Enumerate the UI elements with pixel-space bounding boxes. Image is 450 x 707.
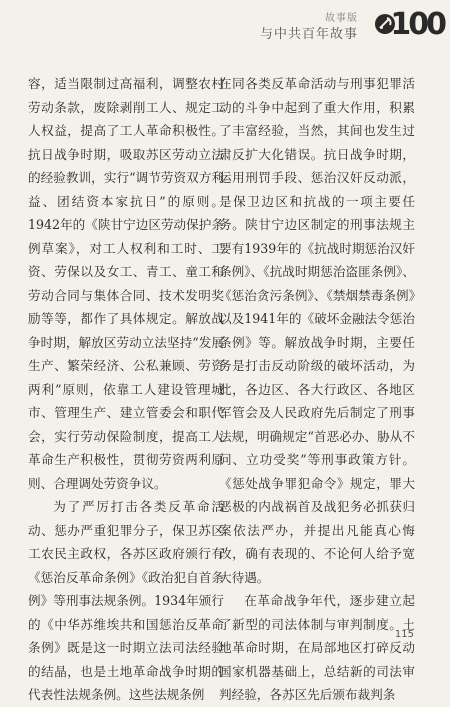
centennial-logo: 100 [390,7,444,42]
left-column [28,72,224,707]
series-title: 与中共百年故事 [259,27,358,42]
page-header [0,0,450,70]
right-column [219,72,415,707]
series-subtitle: 故事版 [325,13,358,24]
paragraph: 为了严厉打击各类反革命活动、惩办严重犯罪分子，保卫苏区工农民主政权，各苏区政府颁行有《惩治反革命条例》《政治犯自首条例》等刑事法规条例。1934年颁行的《中华苏维埃共和国惩治反革命条例》既是这一时期立法司法经验的结晶，也是土地革命战争时期的代表性法规条例。这些法规条例 [28,499,224,702]
paragraph: 在同各类反革命活动与刑事犯罪活动的斗争中起到了重大作用，积累了丰富经验，当然，其间也发生过肃反扩大化错误。抗日战争时期，运用刑罚手段、惩治汉奸反动派，是保卫边区和抗战的一项主要任务。陕甘宁边区制定的刑事法规主要有1939年的《抗战时期惩治汉奸条例》、《抗战时期惩治盗匪条例》、《惩治贪污条例》、《禁烟禁毒条例》以及1941年的《破坏金融法令惩治条例》等。解放战争时期，主要任务是打击反动阶级的破坏活动，为此，各边区、各大行政区、各地区军管会及人民政府先后制定了刑事法规，明确规定“首恶必办、胁从不问、立功受奖”等刑事政策方针。《惩处战争罪犯命令》规定，罪大恶极的内战祸首及战犯务必抓获归案依法严办，并提出凡能真心悔改，确有表现的、不论何人给予宽大待遇。 [219,76,415,585]
page-number: 115 [394,629,414,640]
paragraph: 在革命战争年代，逐步建立起了新型的司法体制与审判制度。土地革命时期，在局部地区打碎反动国家机器基础上，总结新的司法审判经验，各苏区先后颁布裁判条 [219,593,415,702]
paragraph: 容，适当限制过高福利，调整农村劳动条款，废除剥削工人、规定工人权益，提高了工人革命积极性。抗日战争时期，吸取苏区劳动立法的经验教训，实行“调节劳资双方利益、团结资本家抗日”的原则。1942年的《陕甘宁边区劳动保护条例草案》，对工人权利和工时、工资、劳保以及女工、青工、童工和劳动合同与集体合同、技术发明奖励等等，都作了具体规定。解放战争时期，解放区劳动立法坚持“发展生产、繁荣经济、公私兼顾、劳资两利”原则，依靠工人建设管理城市、管理生产、建立管委会和职代会，实行劳动保险制度，提高工人革命生产积极性，贯彻劳资两利原则、合理调处劳资争议。 [28,76,224,491]
